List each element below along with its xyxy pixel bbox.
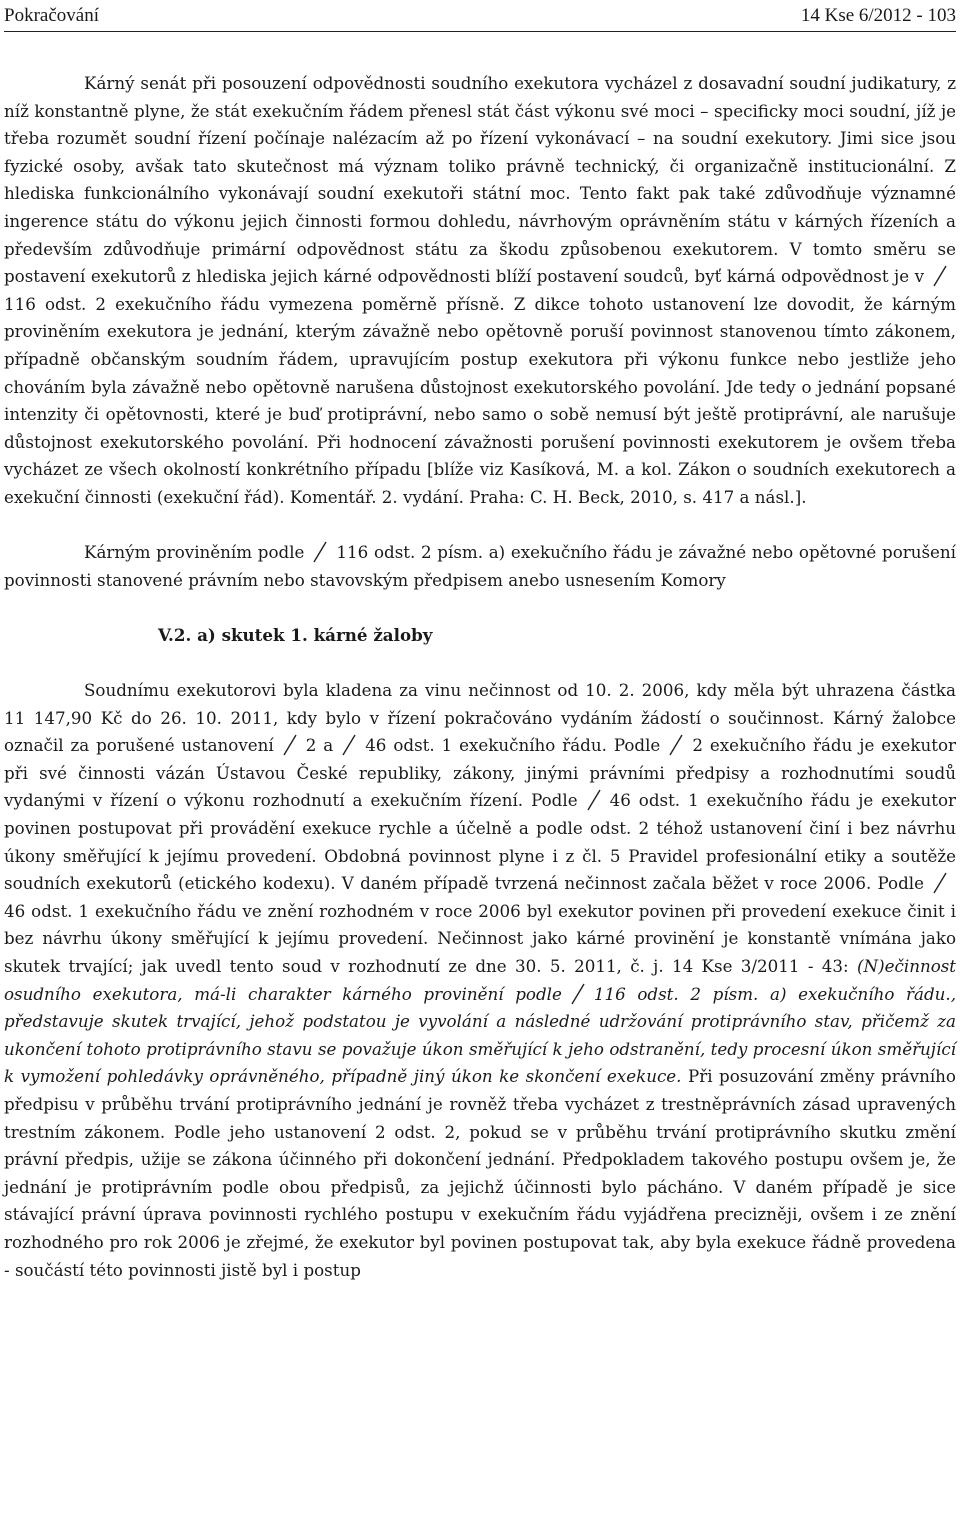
section-mark-icon [668,734,684,756]
paragraph-text: 116 odst. 2 písm. a) exekučního řádu je závažné nebo opětovné porušení povinnosti stanovené právním nebo stavovským předpisem anebo usnesením Komory [4,542,956,590]
paragraph-text: 2 exekučního řádu je exekutor při své činnosti vázán Ústavou České republiky, zákony, jinými právními předpisy a rozhodnutími soudů vydanými v řízení o výkonu rozhodnutí a exekučním řízení. Podle [4,735,956,811]
header-case-number: 14 Kse 6/2012 - 103 [800,5,956,26]
section-heading: V.2. a) skutek 1. kárné žaloby [158,624,433,645]
paragraph-text: 2 a [305,735,334,756]
paragraph-liability [4,70,956,512]
paragraph-text: 46 odst. 1 exekučního řádu. Podle [365,735,661,756]
paragraph-act-1 [4,677,956,1284]
paragraph-text: Při posuzování změny právního předpisu v průběhu trvání protiprávního jednání je rovněž třeba vycházet z trestněprávních zásad upravených trestním zákonem. Podle jeho ustanovení 2 odst. 2, pokud se v průběhu trvání protiprávního skutku změní právní předpis, užije se zákona účinného při dokončení jednání. Předpokladem takového postupu ovšem je, že jednání je protiprávním podle obou předpisů, za jejichž účinnosti bylo pácháno. V daném případě je sice stávající právní úprava povinnosti rychlého postupu v exekučním řádu vyjádřena precizněji, ovšem i ze znění rozhodného pro rok 2006 je zřejmé, že exekutor byl povinen postupovat tak, aby byla exekuce řádně provedena - součástí této povinnosti jistě byl i postup [4,1066,956,1280]
quoted-decision: (N)ečinnost osudního exekutora, má-li charakter kárného provinění podle [4,956,957,1004]
section-mark-icon [341,734,357,756]
section-mark-icon [932,872,948,894]
header-continuation: Pokračování [4,5,99,26]
paragraph-text: 46 odst. 1 exekučního řádu ve znění rozhodném v roce 2006 byl exekutor povinen při provedení exekuce činit i bez návrhu úkony směřující k jejímu provedení. Nečinnost jako kárné provinění je konstantě vnímána jako skutek trvající; jak uvedl tento soud v rozhodnutí ze dne 30. 5. 2011, č. j. 14 Kse 3/2011 - 43: [4,900,956,976]
document-body [4,70,956,1284]
section-mark-icon [282,734,298,756]
section-mark-icon [570,983,586,1005]
section-mark-icon [312,541,328,563]
paragraph-text: Kárný senát při posouzení odpovědnosti soudního exekutora vycházel z dosavadní soudní judikatury, z níž konstantně plyne, že stát exekučním řádem přenesl stát část výkonu své moci – specificky moci soudní, jíž je třeba rozumět soudní řízení počínaje nalézacím až po řízení vykonávací – na soudní exekutory. Jimi sice jsou fyzické osoby, avšak tato skutečnost má význam toliko právně technický, či organizačně institucionální. Z hlediska funkcionálního vykonávají soudní exekutoři státní moc. Tento fakt pak také zdůvodňuje významné ingerence státu do výkonu jejich činnosti formou dohledu, návrhovým oprávněním státu v kárných řízeních a především zdůvodňuje primární odpovědnost státu za škodu způsobenou exekutorem. V tomto směru se postavení exekutorů z hlediska jejich kárné odpovědnosti blíží postavení soudců, byť kárná odpovědnost je v [4,73,956,287]
section-mark-icon [586,789,602,811]
paragraph-text: 116 odst. 2 exekučního řádu vymezena poměrně přísně. Z dikce tohoto ustanovení lze dovodit, že kárným proviněním exekutora je jednání, kterým závažně nebo opětovně poruší povinnost stanovenou tímto zákonem, případně občanským soudním řádem, upravujícím postup exekutora při výkonu funkce nebo jestliže jeho chováním byla závažně nebo opětovně narušena důstojnost exekutorského povolání. Jde tedy o jednání popsané intenzity či opětovnosti, které je buď protiprávní, nebo samo o sobě nemusí být ještě protiprávní, ale narušuje důstojnost exekutorského povolání. Při hodnocení závažnosti porušení povinnosti exekutorem je ovšem třeba vycházet ze všech okolností konkrétního případu [blíže viz Kasíková, M. a kol. Zákon o soudních exekutorech a exekuční činnosti (exekuční řád). Komentář. 2. vydání. Praha: C. H. Beck, 2010, s. 417 a násl.]. [4,293,956,507]
quoted-decision: 116 odst. 2 písm. a) exekučního řádu., představuje skutek trvající, jehož podstatou je vyvolání a následné udržování protiprávního stav, přičemž za ukončení tohoto protiprávního stavu se považuje úkon směřující k jeho odstranění, tedy procesní úkon směřující k vymožení pohledávky oprávněného, případně jiný úkon ke skončení exekuce. [4,983,956,1087]
page-header [4,4,956,28]
paragraph-text: Soudnímu exekutorovi byla kladena za vinu nečinnost od 10. 2. 2006, kdy měla být uhrazena částka 11 147,90 Kč do 26. 10. 2011, kdy bylo v řízení pokračováno vydáním žádostí o součinnost. Kárný žalobce označil za porušené ustanovení [4,680,956,756]
paragraph-disciplinary-offense [4,539,956,594]
paragraph-text: Kárným proviněním podle [84,542,305,563]
header-rule [4,31,956,32]
paragraph-text: 46 odst. 1 exekučního řádu je exekutor povinen postupovat při provádění exekuce rychle a účelně a podle odst. 2 téhož ustanovení činí i bez návrhu úkony směřující k jejímu provedení. Obdobná povinnost plyne i z čl. 5 Pravidel profesionální etiky a soutěže soudních exekutorů (etického kodexu). V daném případě tvrzená nečinnost začala běžet v roce 2006. Podle [4,790,956,894]
section-mark-icon [932,265,948,287]
